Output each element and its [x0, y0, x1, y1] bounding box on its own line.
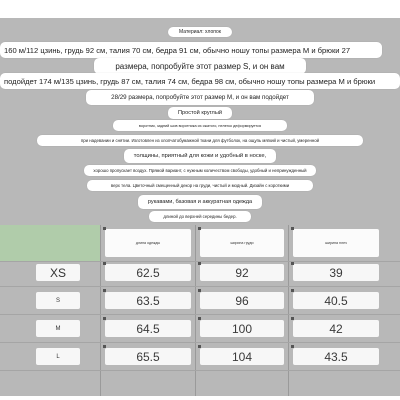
collar-line: воротник, задний шов воротника из сжатого, нелегко деформируется — [113, 120, 287, 131]
length-line: длиной до верхней середины бедер. — [149, 211, 251, 222]
corner-mark — [103, 289, 106, 292]
table-cell: 63.5 — [105, 292, 191, 309]
size-label: L — [36, 348, 80, 365]
corner-mark — [103, 317, 106, 320]
table-cell: 65.5 — [105, 348, 191, 365]
corner-mark — [198, 262, 201, 265]
table-cell: 43.5 — [293, 348, 379, 365]
table-cell: 100 — [200, 320, 284, 337]
corner-mark — [291, 345, 294, 348]
bottom-white-bar — [0, 396, 400, 400]
material-line: Материал: хлопок — [168, 27, 232, 37]
table-header-cell: ширина плеч — [293, 229, 379, 257]
fabric-line: при надевании и снятии. Изготовлен из хлопчатобумажной ткани для футболок, на ощупь мягкий и чистый, умеренной — [37, 135, 363, 146]
table-header-cell: ширина груди — [200, 229, 284, 257]
table-cell: 39 — [293, 264, 379, 281]
model1-line: 160 м/112 цзинь, грудь 92 см, талия 70 см, бедра 91 см, обычно ношу топы размера M и брюки 27 — [0, 42, 382, 58]
table-corner-cell — [0, 225, 100, 261]
corner-mark — [291, 227, 294, 230]
row-divider — [0, 342, 400, 343]
corner-mark — [198, 289, 201, 292]
table-cell: 104 — [200, 348, 284, 365]
decor-line: верх тела. Цветочный смещенный декор на груди, чистый и модный. Дизайн с короткими — [87, 180, 313, 191]
column-divider — [100, 225, 101, 397]
model1-line-cont: размера, попробуйте этот размер S, и он вам — [94, 58, 306, 74]
corner-mark — [291, 289, 294, 292]
sleeve-line: рукавами, базовая и аккуратная одежда — [138, 195, 262, 209]
corner-mark — [291, 262, 294, 265]
row-divider — [0, 286, 400, 287]
size-label: S — [36, 292, 80, 309]
fit-line: хорошо пропускает воздух. Прямой вариант, с нужным количеством свободы, удобный и непринужденный — [84, 165, 316, 176]
table-cell: 42 — [293, 320, 379, 337]
corner-mark — [291, 317, 294, 320]
column-divider — [195, 225, 196, 397]
model2-line: подойдет 174 м/135 цзинь, грудь 87 см, талия 74 см, бедра 98 см, обычно ношу топы размера M и брюки — [0, 73, 400, 89]
collar-title: Простой круглый — [168, 107, 232, 119]
corner-mark — [103, 227, 106, 230]
size-label: XS — [36, 264, 80, 281]
thickness-line: толщины, приятный для кожи и удобный в носке, — [124, 149, 276, 163]
table-cell: 62.5 — [105, 264, 191, 281]
model2-line-cont: 28/29 размера, попробуйте этот размер M, и он вам подойдет — [86, 90, 314, 105]
size-label: M — [36, 320, 80, 337]
table-cell: 40.5 — [293, 292, 379, 309]
table-cell: 92 — [200, 264, 284, 281]
column-divider — [288, 225, 289, 397]
corner-mark — [103, 262, 106, 265]
table-header-cell: длина одежды — [105, 229, 191, 257]
table-cell: 96 — [200, 292, 284, 309]
corner-mark — [198, 317, 201, 320]
corner-mark — [198, 345, 201, 348]
corner-mark — [198, 227, 201, 230]
top-white-bar — [0, 0, 400, 18]
row-divider — [0, 314, 400, 315]
table-cell: 64.5 — [105, 320, 191, 337]
corner-mark — [103, 345, 106, 348]
row-divider — [0, 370, 400, 371]
